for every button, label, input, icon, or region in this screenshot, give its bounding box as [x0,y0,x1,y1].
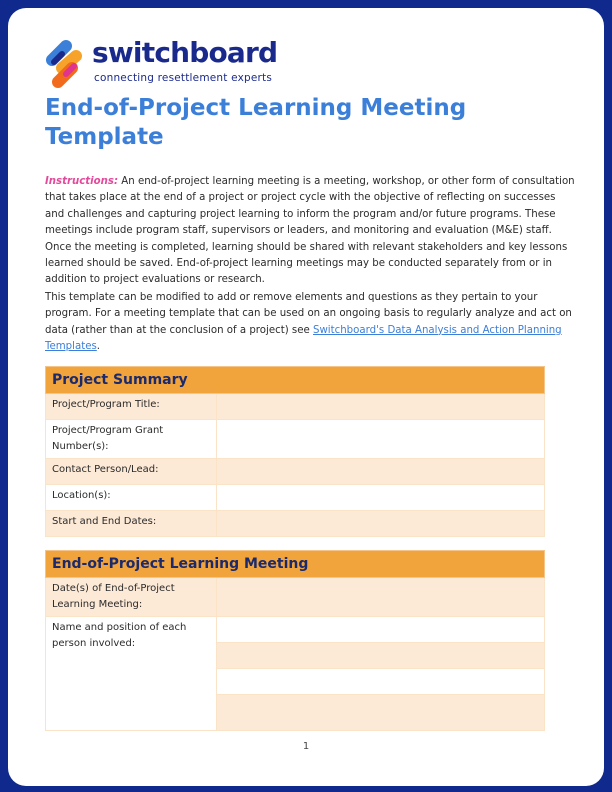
logo-tagline: connecting resettlement experts [94,72,273,84]
table-row [46,420,545,459]
project-summary-table [45,366,545,537]
template-note-end: . [96,341,101,353]
meeting-date-field[interactable] [217,578,545,617]
row-label: Date(s) of End-of-Project Learning Meeting: [46,578,217,617]
location-field[interactable] [217,485,545,511]
project-summary-header: Project Summary [46,367,545,394]
row-label: Start and End Dates: [46,511,217,537]
template-note-paragraph [45,290,575,356]
row-label: Project/Program Grant Number(s): [46,420,217,459]
document-page [8,8,604,786]
instructions-paragraph [45,174,575,289]
participant-field[interactable] [217,669,545,695]
grant-number-field[interactable] [217,420,545,459]
participant-field[interactable] [217,643,545,669]
page-number: 1 [302,741,310,752]
project-title-field[interactable] [217,394,545,420]
table-row [46,578,545,617]
instructions-text: An end-of-project learning meeting is a meeting, workshop, or other form of consultation that takes place at the end of a project or project cycle with the objective of reflecting on successes and challenges and capturing project learning to inform the program and/or future programs. These meetings include program staff, supervisors or leaders, and monitoring and evaluation (M&E) staff. Once the meeting is completed, learning should be shared with relevant stakeholders and key lessons learned should be saved. End-of-project learning meetings may be conducted separately from or in addition to project evaluations or research. [45,176,575,286]
row-label: Name and position of each person involved: [46,617,217,731]
learning-meeting-header: End-of-Project Learning Meeting [46,551,545,578]
row-label: Location(s): [46,485,217,511]
learning-meeting-table [45,550,545,731]
page-title: End-of-Project Learning Meeting Template [45,95,467,150]
switchboard-logo [42,36,282,92]
logo-wordmark: switchboard [92,36,278,69]
row-label: Contact Person/Lead: [46,459,217,485]
participant-field[interactable] [217,617,545,643]
template-note-text: This template can be modified to add or remove elements and questions as they pertain to your program. For a meeting template that can be used on an ongoing basis to regularly analyze and act on data (rather than at the conclusion of a project) see [45,292,572,336]
dates-field[interactable] [217,511,545,537]
switchboard-logo-icon [42,38,86,90]
instructions-label: Instructions: [45,176,119,187]
row-label: Project/Program Title: [46,394,217,420]
participant-field[interactable] [217,695,545,731]
table-row [46,485,545,511]
contact-person-field[interactable] [217,459,545,485]
data-analysis-templates-link[interactable]: Switchboard's Data Analysis and Action Planning Templates [45,324,562,353]
table-row [46,617,545,643]
table-row [46,394,545,420]
table-row [46,459,545,485]
table-row [46,511,545,537]
